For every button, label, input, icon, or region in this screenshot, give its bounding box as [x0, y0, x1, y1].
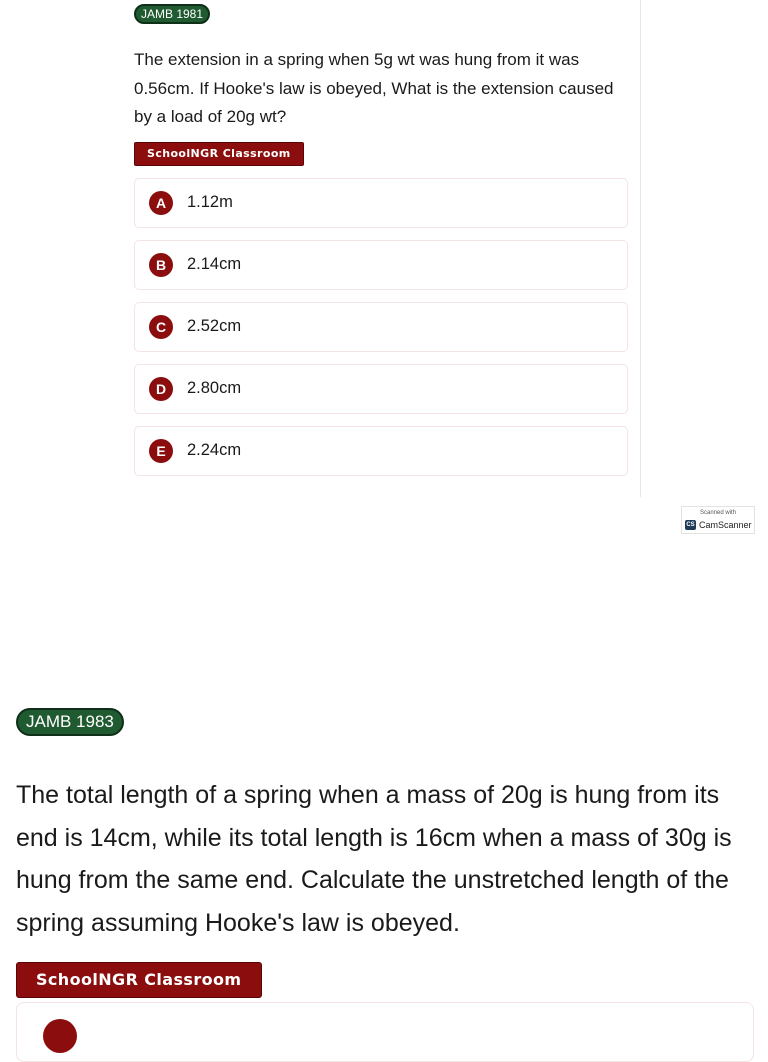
- option-letter: C: [149, 315, 173, 339]
- watermark-caption: Scanned with: [699, 510, 737, 516]
- source-tag: SchoolNGR Classroom: [16, 962, 262, 998]
- option-text: 2.24cm: [187, 441, 242, 459]
- question-text: The extension in a spring when 5g wt was hung from it was 0.56cm. If Hooke's law is obeyed, What is the extension caused by a load of 20g wt?: [134, 50, 614, 126]
- option-a-partial[interactable]: [16, 1002, 754, 1062]
- question-card-1981: [134, 4, 628, 488]
- option-d[interactable]: [134, 364, 628, 414]
- option-letter: A: [149, 191, 173, 215]
- option-letter: B: [149, 253, 173, 277]
- option-letter: E: [149, 439, 173, 463]
- source-tag: SchoolNGR Classroom: [134, 142, 304, 166]
- option-e[interactable]: [134, 426, 628, 476]
- option-text: 1.12m: [187, 193, 233, 211]
- exam-year-badge: JAMB 1981: [134, 4, 210, 24]
- exam-year-badge: JAMB 1983: [16, 708, 124, 736]
- option-letter: D: [149, 377, 173, 401]
- option-text: 2.80cm: [187, 379, 242, 397]
- question-text: The total length of a spring when a mass of 20g is hung from its end is 14cm, while its total length is 16cm when a mass of 30g is hung from the same end. Calculate the unstretched length of the spring assuming Hooke's law is obeyed.: [16, 781, 732, 937]
- answer-options: [134, 178, 628, 476]
- option-letter-circle: [43, 1019, 77, 1053]
- question-card-1983: [16, 708, 761, 998]
- watermark-brand: CamScanner: [699, 520, 752, 530]
- option-text: 2.14cm: [187, 255, 242, 273]
- option-c[interactable]: [134, 302, 628, 352]
- column-divider: [640, 0, 641, 497]
- option-b[interactable]: [134, 240, 628, 290]
- option-text: 2.52cm: [187, 317, 242, 335]
- watermark-brand-row: [685, 520, 752, 530]
- camscanner-logo-icon: CS: [686, 522, 695, 528]
- option-a[interactable]: [134, 178, 628, 228]
- camscanner-watermark: [681, 506, 755, 534]
